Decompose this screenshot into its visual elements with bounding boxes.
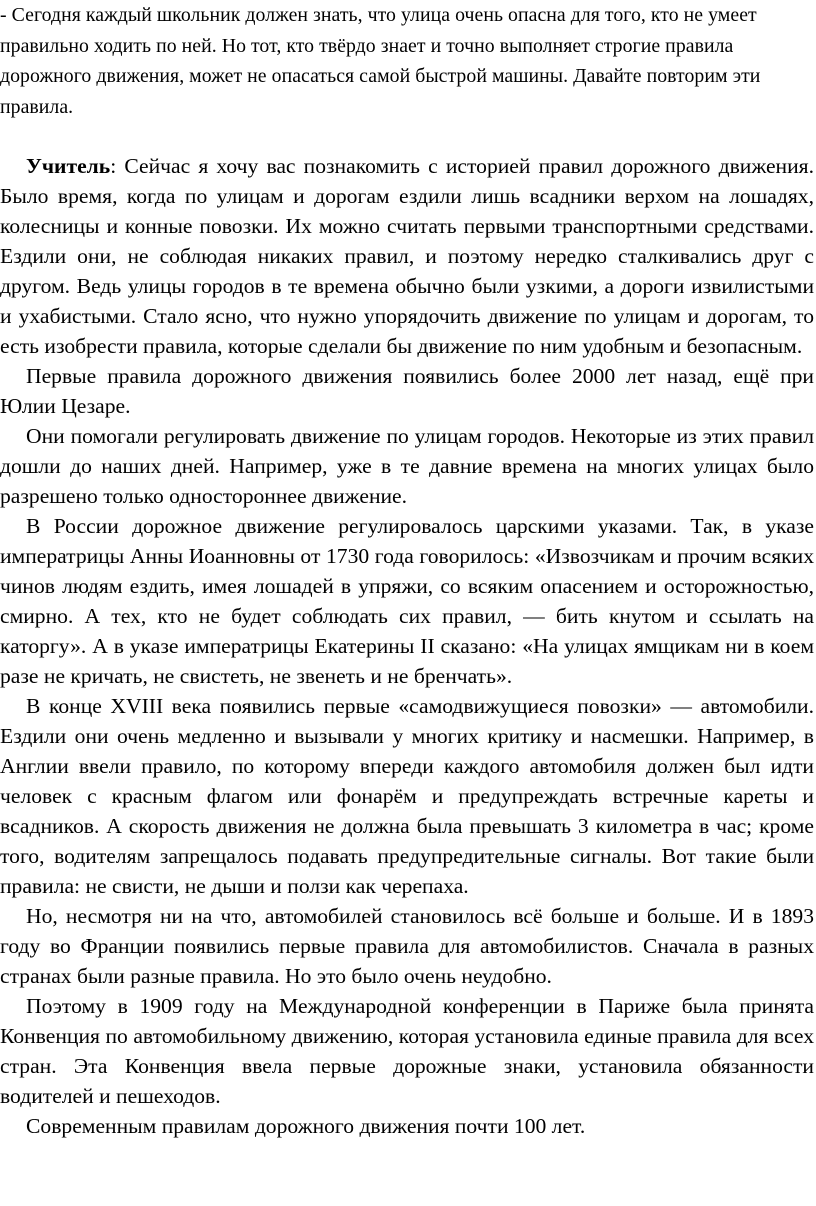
paragraph-modern-rules: Современным правилам дорожного движения почти 100 лет. [26, 1113, 586, 1138]
document-body [0, 151, 814, 1141]
teacher-text: : Сейчас я хочу вас познакомить с историей правил дорожного движения. Было время, когда по улицам и дорогам ездили лишь всадники верхом на лошадях, колесницы и конные повозки. Их можно считать первыми транспортными средствами. Ездили они, не соблюдая никаких правил, и поэтому нередко сталкивались друг с другом. Ведь улицы городов в те времена обычно были узкими, а дороги извилистыми и ухабистыми. Стало ясно, что нужно упорядочить движение по улицам и дорогам, то есть изобрести правила, которые сделали бы движение по ним удобным и безопасным. [0, 153, 814, 358]
teacher-paragraph [0, 151, 814, 361]
paragraph-france-1893: Но, несмотря ни на что, автомобилей становилось всё больше и больше. И в 1893 году во Франции появились первые правила для автомобилистов. Сначала в разных странах были разные правила. Но это было очень неудобно. [0, 903, 814, 988]
paragraph-paris-convention: Поэтому в 1909 году на Международной конференции в Париже была принята Конвенция по автомобильному движению, которая установила единые правила для всех стран. Эта Конвенция ввела первые дорожные знаки, установила обязанности водителей и пешеходов. [0, 993, 814, 1108]
paragraph-caesar: Первые правила дорожного движения появились более 2000 лет назад, ещё при Юлии Цезаре. [0, 363, 814, 418]
paragraph-one-way: Они помогали регулировать движение по улицам городов. Некоторые из этих правил дошли до наших дней. Например, уже в те давние времена на многих улицах было разрешено только одностороннее движение. [0, 423, 814, 508]
paragraph-spacer [0, 123, 814, 151]
paragraph-russia-decrees: В России дорожное движение регулировалось царскими указами. Так, в указе императрицы Анны Иоанновны от 1730 года говорилось: «Извозчикам и прочим всяких чинов людям ездить, имея лошадей в упряжи, со всяким опасением и осторожностью, смирно. А тех, кто не будет соблюдать сих правил, — бить кнутом и ссылать на каторгу». А в указе императрицы Екатерины II сказано: «На улицах ямщикам ни в коем разе не кричать, не свистеть, не звенеть и не бренчать». [0, 513, 814, 688]
paragraph-first-automobiles: В конце XVIII века появились первые «самодвижущиеся повозки» — автомобили. Ездили они очень медленно и вызывали у многих критику и насмешки. Например, в Англии ввели правило, по которому впереди каждого автомобиля должен был идти человек с красным флагом или фонарём и предупреждать встречные кареты и всадников. А скорость движения не должна была превышать 3 километра в час; кроме того, водителям запрещалось подавать предупредительные сигналы. Вот такие были правила: не свисти, не дыши и ползи как черепаха. [0, 693, 814, 898]
speaker-label: Учитель [26, 153, 111, 178]
intro-paragraph: - Сегодня каждый школьник должен знать, что улица очень опасна для того, кто не умеет правильно ходить по ней. Но тот, кто твёрдо знает и точно выполняет строгие правила дорожного движения, может не опасаться самой быстрой машины. Давайте повторим эти правила. [0, 4, 761, 119]
